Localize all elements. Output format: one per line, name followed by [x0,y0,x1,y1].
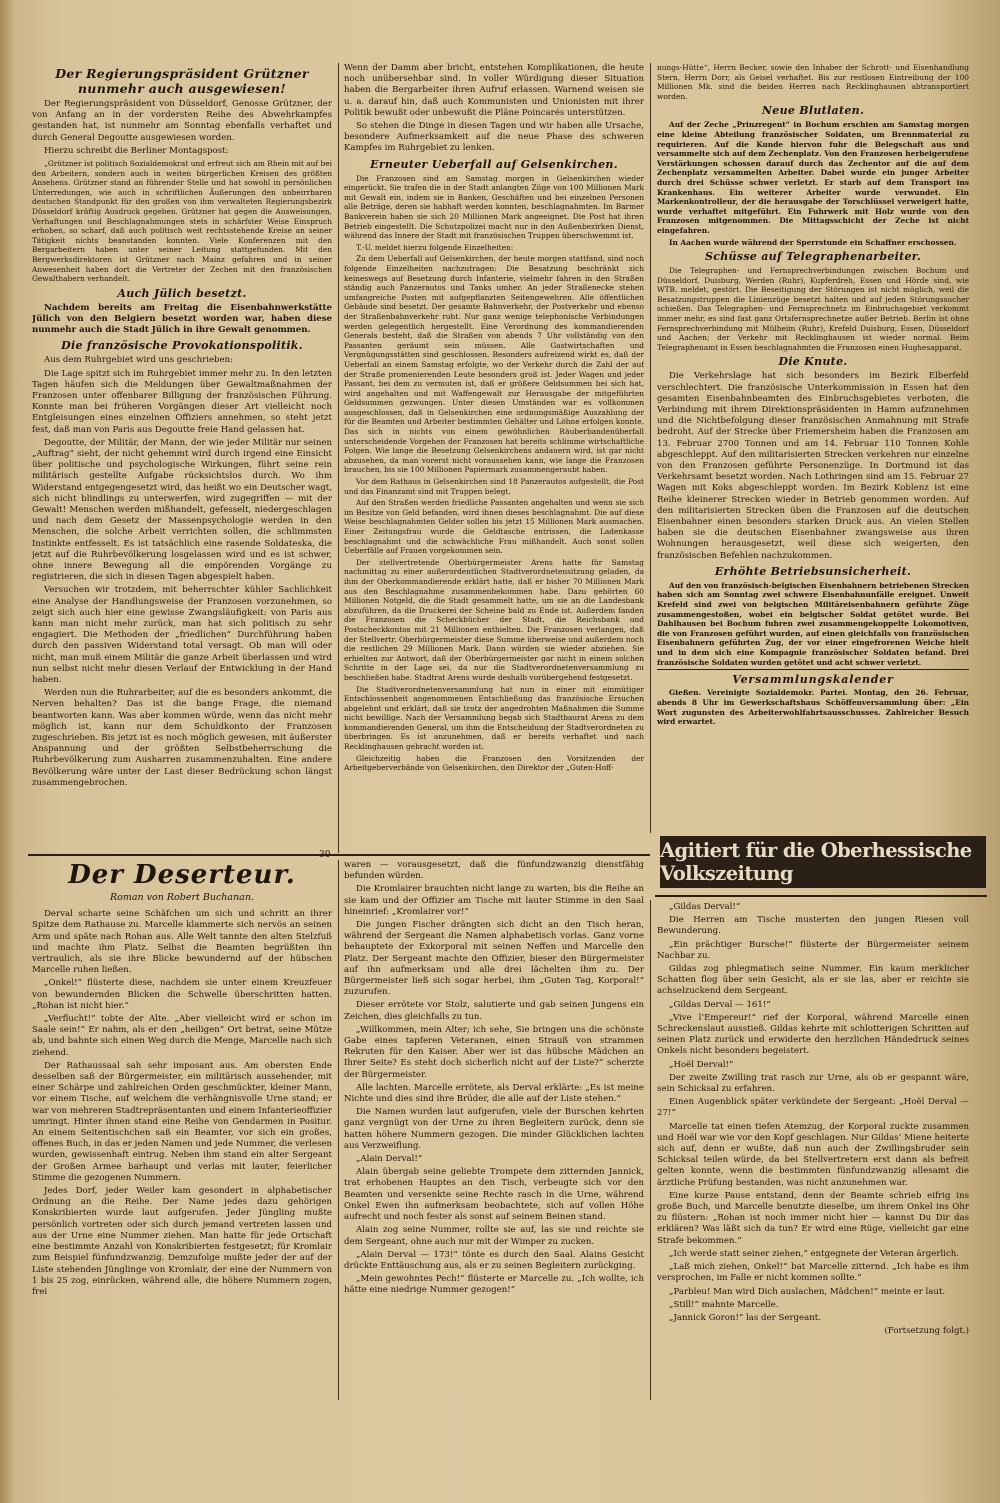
paragraph: Dieser errötete vor Stolz, salutierte und gab seinen Jungens ein Zeichen, dies gleichfalls zu tun. [344,1000,644,1022]
headline-provokation: Die französische Provokationspolitik. [61,339,303,353]
paragraph: Zu dem Ueberfall auf Gelsenkirchen, der heute morgen stattfand, sind noch folgende Einzelheiten nachzutragen: Die Besatzung beschränkt sich keineswegs auf Besetzung durch Infanterie, vielmehr fahren in den Straßen ständig auch Panzerautos und Tanks umher. An jeder Straßenecke stehen umfangreiche Posten mit aufgepflanzten Seitengewehren. Alle öffentlichen Gebäude sind besetzt. Der gesamte Bahnverkehr, der Postverkehr und ebenso der Straßenbahnverkehr ruht. Nur ganz wenige telephonische Verbindungen werden gelegentlich hergestellt. Eine Verordnung des kommandierenden Generals besteht, daß die Straßen von abends 7 Uhr vollständig von den Passanten geräumt sein müssen. Alle Gastwirtschaften und Vergnügungsstätten sind geschlossen. Besonders aufreizend wirkt es, daß der Ueberfall an einem Samstag erfolgte, wo der Verkehr durch die Zahl der auf der Straße promenierenden Leute besonders groß ist. Jeder Wagen und jeder Passant, bei dem zu vermuten ist, daß er größere Geldsummen bei sich hat, wird angehalten und mit Waffengewalt zur Herausgabe der mitgeführten Geldsummen gezwungen. Unter diesen Umständen war es vollkommen ausgeschlossen, daß in Gelsenkirchen eine ordnungsmäßige Auszahlung der für die Beamten und Arbeiter bestimmten Gehälter und Löhne erfolgen konnte. Das sich in nichts von einem gewöhnlichen Räuberbandenüberfall unterscheidende Vorgehen der Franzosen hat bereits schlimme wirtschaftliche Folgen. Wie lange die Besetzung Gelsenkirchens andauern wird, ist gar nicht abzusehen, da man vorerst nicht voraussehen kann, wie lange die Franzosen brauchen, bis sie 100 Millionen Papiermark zusammengeraubt haben. [344,254,644,475]
installment-number: 30 [319,850,331,860]
paragraph: „Ich werde statt seiner ziehen,“ entgegnete der Veteran ärgerlich. [669,1248,960,1259]
paragraph: Derval scharte seine Schäfchen um sich und schritt an ihrer Spitze dem Rathause zu. Marcelle klammerte sich nervös an seinen Arm und späte nach Rohan aus. Alle Welt tannte den alten Stelzfuß und machte ihm Platz. Selbst die Beamten begrüßten ihn vertraulich, als sie ihre Blicke bewundernd auf der hübschen Marcelle ruhen ließen. [32,909,332,976]
paragraph: Auf den Straßen werden friedliche Passanten angehalten und wenn sie sich im Besitze von Geld befanden, wird ihnen dieses beschlagnahmt. Die auf diese Weise beschlagnahmten Gelder sollen bis jetzt 15 Millionen Mark ausmachen. Einer Zeitungsfrau wurde die Geldtasche entrissen, die Ladenkasse beschlagnahmt und die schwächliche Frau mißhandelt. Auch sonst sollen Ueberfälle auf Frauen vorgekommen sein. [344,498,644,556]
continuation-note: (Fortsetzung folgt.) [884,1326,969,1337]
paragraph: Alain übergab seine geliebte Trompete dem zitternden Jannick, trat erhobenen Hauptes an den Tisch, verbeugte sich vor den Beamten und versenkte seine Rechte rasch in die Urne, während Onkel Ewen ihn aufmerksam beobachtete, sich auf vollen Höhe aufrecht und noch fester als sonst auf seinem Beinen stand. [344,1167,644,1223]
paragraph: Die jungen Fischer drängten sich dicht an den Tisch heran, während der Sergeant die Namen alphabetisch vorlas. Ganz vorne behauptete der Exkorporal mit seinen Neffen und Marcelle den Platz. Der Sergeant machte den Offizier, bieser den Bürgermeister auf ihn aufmerksam und alle drei lächelten ihm zu. Der Bürgermeister ließ sich sogar herbei, ihm „Guten Tag, Korporal!“ zuzurufen. [344,920,644,998]
paragraph: Die Namen wurden laut aufgerufen, viele der Burschen kehrten ganz vergnügt von der Urne zu ihren Begleitern zurück, denn sie hatten höhere Nummern gezogen. Die minder Glücklichen lachten aus Verzweiflung. [344,1107,644,1151]
headline-blutlaten: Neue Blutlaten. [761,104,865,118]
paragraph: „Alain Derval — 173!“ tönte es durch den Saal. Alains Gesicht drückte Enttäuschung aus, als er zu seinen Begleitern zurückging. [344,1249,644,1271]
paragraph: „Hoël Derval!“ [669,1059,734,1070]
headline-telegraphen: Schüsse auf Telegraphenarbeiter. [704,250,922,264]
paragraph-quote: „Grützner ist politisch Sozialdemokrat und erfreut sich am Rhein mit auf bei den Arbeitern, sondern auch in weiten bürgerlichen Kreisen des größten Ansehens. Grützner stand an führender Stelle und hat sowohl in persönlichen Unterredungen, wie auch in schriftlichen Äußerungen den unbeirrbaren deutschen Standpunkt für den großen von ihm verwalteten Regierungsbezirk Düsseldorf kräftig Ausdruck gegeben. Grützner hat gegen die Ausweisungen, Verhaftungen und Beschlagnahmungen stets in schärfster Weise Einspruch erhoben, so scharf, daß auch politisch weit rechtsstehende Kreise an seiner Tätigkeit nichts beanstanden konnten. Viele Konferenzen mit den Bergarbeitern haben unter seiner Leitung stattgefunden. Mit den Bergwerksdirektoren ist Grützner nach Mainz gefahren und in seiner Anwesenheit haben dort die Vertreter der Zechen mit den französischen Gewalthabern verhandelt. [32,159,332,284]
headline-gruetzner: Der Regierungspräsident Grützner nunmehr auch ausgewiesen! [55,66,309,96]
paragraph: Die Lage spitzt sich im Ruhrgebiet immer mehr zu. In den letzten Tagen häufen sich die Meldungen über Gewaltmaßnahmen der Franzosen unter offenbarer Billigung der französischen Führung. Konnte man bei früheren Vorgängen dieser Art vielleicht noch Entgleisungen eines einzelnen Offiziers annehmen, so steht jetzt fest, daß man von Paris aus Degoutte freie Hand gelassen hat. [32,368,332,435]
agitation-banner: Agitiert für die Oberhessische Volkszeitung [660,836,986,888]
calendar-entry: Gießen. Vereinigte Sozialdemokr. Partei. Montag, den 26. Februar, abends 8 Uhr im Gewerkschaftshaus Schöffenversammlung über: „Ein Wort zugunsten des Arbeiterwohlfahrtsausschusses. Zahlreicher Besuch wird erwartet. [657,688,969,727]
paragraph: Eine kurze Pause entstand, denn der Beamte schrieb eifrig ins große Buch, und Marcelle benutzte dieselbe, um ihrem Onkel ins Ohr zu flüstern: „Rohan ist noch immer nicht hier — kannst Du Dir das erklären? Was läßt sich da tun? Er wird eine Rüge, vielleicht gar eine Strafe bekommen.“ [657,1190,969,1246]
paragraph: Marcelle tat einen tiefen Atemzug, der Korporal zuckte zusammen und Hoël war wie vor den Kopf geschlagen. Nur Gildas’ Miene heiterte sich auf, denn er wußte, daß nun auch der Zwillingsbruder sein Schicksal teilen würde, da bei Stellvertretern erst dann als befreit gelten konnte, wenn die bestimmten fünfundzwanzig allesamt die ärztliche Prüfung bestanden, was nicht anzunehmen war. [657,1121,969,1188]
serial-column-1 [32,860,332,1400]
paragraph: Gildas zog phlegmatisch seine Nummer. Ein kaum merklicher Schatten flog über sein Gesicht, als er sie las, aber er reichte sie achselzuckend dem Sergeant. [657,964,969,997]
column-rule [650,900,651,1400]
serial-author: Roman von Robert Buchanan. [110,892,254,903]
paragraph: Jedes Dorf, jeder Weiler kam gesondert in alphabetischer Ordnung an die Reihe. Der Name jedes dazu gehörigen Konskribierten wurde laut aufgerufen. Jeder Jüngling mußte persönlich vortreten oder sich durch jemand vertreten lassen und aus der Urne eine Nummer ziehen. Man hatte für jede Ortschaft eine bestimmte Anzahl von Konskribierten festgesetzt; für Kromlair zum Beispiel fünfundzwanzig. Demzufolge mußte jeder der auf der Liste stehenden Jünglinge von Kromlair, der eine der Nummern von 1 bis 25 zog, einrücken, während alle, die höhere Nummern zogen, frei [32,1186,332,1297]
paragraph: „Parbleu! Man wird Dich auslachen, Mädchen!“ meinte er laut. [669,1286,946,1297]
column-3 [657,63,969,828]
paragraph: Alain zog seine Nummer, rollte sie auf, las sie und reichte sie dem Sergeant, ohne auch nur mit der Wimper zu zucken. [344,1225,644,1247]
paragraph: „Alain Derval!“ [356,1154,423,1165]
serial-column-3 [657,902,969,1400]
paragraph: „Laß mich ziehen, Onkel!“ bat Marcelle zitternd. „Ich habe es ihm versprochen, im Falle er nicht kommen sollte.“ [657,1262,969,1284]
column-2 [344,63,644,851]
paragraph: „Onkel!“ flüsterte diese, nachdem sie unter einem Kreuzfeuer von bewundernden Blicken die Schwelle überschritten hatten. „Rohan ist nicht hier.“ [32,978,332,1011]
paragraph: waren — vorausgesetzt, daß die fünfundzwanzig dienstfähig befunden würden. [344,860,644,882]
paragraph: Aus dem Ruhrgebiet wird uns geschrieben: [44,355,234,366]
headline-knute: Die Knute. [778,355,848,369]
paragraph: Die Telegraphen- und Fernsprechverbindungen zwischen Bochum und Düsseldorf, Duisburg, Werden (Ruhr), Kupferdreh, Essen und Hörde sind, wie WTB. meldet, gestört. Die Beseitigung der Störungen ist nicht möglich, weil die Besatzungstruppen die Linienzüge besetzt halten und auf jeden Störungssucher schießen. Das Telegraphen- und Fernsprechnetz im Einbruchsgebiet verkommt immer mehr, es sind fast ganz Ortsfernsprechnetze außer Betrieb. Berlin ist ohne Fernsprechverbindung mit Mülheim (Ruhr), Krefeld Duisburg, Essen, Düsseldorf und Aachen; der Verkehr mit Recklinghausen ist wieder normal. Beim Telegraphenamt in Essen beschlagnahmten die Franzosen einen Hughesapparat. [657,266,969,352]
paragraph: „Jannick Goron!“ las der Sergeant. [669,1312,821,1323]
column-1 [32,63,332,851]
paragraph: „Mein gewohntes Pech!“ flüsterte er Marcelle zu. „Ich wollte, ich hätte eine niedrige Nummer gezogen!“ [344,1274,644,1296]
paragraph: nungs-Hütte“, Herrn Becker, sowie den Inhaber der Schrott- und Eisenhandlung Stern, Herrn Dorr, als Geisel verhaftet. Bis zur restlosen Eintreibung der 100 Millionen Mk. sind die beiden Herren nach Recklinghausen abtransportiert worden. [657,63,969,101]
paragraph: „Willkommen, mein Alter; ich sehe, Sie bringen uns die schönste Gabe eines tapferen Veteranen, einen Strauß von strammen Rekruten für den Kaiser. Aber wer ist das hübsche Mädchen an Ihrer Seite? Es steht doch sicherlich nicht auf der Liste?“ scherzte der Bürgermeister. [344,1024,644,1080]
paragraph: Die Stadtverordnetenversammlung hat nun in einer mit einmütiger Entschlossenheit angenommenen Entschließung das französische Ersuchen abgelehnt und erklärt, daß sie trotz der angedrohten Maßnahmen die Summe nicht bewillige. Nach der Versammlung begab sich Stadtbaurat Arens zu dem kommandierenden General, um ihm die Entscheidung der Stadtverordneten zu überbringen. Es ist anzunehmen, daß er bereits verhaftet und nach Recklinghausen gebracht worden ist. [344,684,644,752]
paragraph: Wenn der Damm aber bricht, entstehen Komplikationen, die heute noch unübersehbar sind. In voller Würdigung dieser Situation haben die Bergarbeiter ihren Aufruf erlassen. Warnend weisen sie u. a. darauf hin, daß auch Kommunisten und Unionisten mit ihrer Politik bewußt oder unbewußt die Pläne Poincarés unterstützen. [344,63,644,118]
column-rule [338,63,339,853]
paragraph: Versuchen wir trotzdem, mit beherrschter kühler Sachlichkeit eine Analyse der Handlungsweise der Franzosen vorzunehmen, so zeigt sich auch hier eine gewisse Zwangsläufigkeit: von Paris aus kann man nicht mehr zurück, man hat sich politisch zu sehr engagiert. Die Methoden der „friedlichen“ Durchführung haben durch den passiven Widerstand total versagt. Ob man will oder nicht, man muß einem Militär die ganze Arbeit überlassen und wird nun selbst nicht mehr diesen Verlauf der Entwicklung in der Hand haben. [32,585,332,686]
paragraph: Nachdem bereits am Freitag die Eisenbahnwerkstätte Jülich von den Belgiern besetzt worden war, haben diese nunmehr auch die Stadt Jülich in ihre Gewalt genommen. [32,302,332,336]
paragraph: „Verflucht!“ tobte der Alte. „Aber vielleicht wird er schon im Saale sein!“ Er nahm, als er den „heiligen“ Ort betrat, seine Mütze ab, und bahnte sich einen Weg durch die Menge, Marcelle nach sich ziehend. [32,1014,332,1058]
paragraph: In Aachen wurde während der Sperrstunde ein Schaffner erschossen. [669,237,957,247]
paragraph: „Still!“ mahnte Marcelle. [669,1299,779,1310]
headline-betriebsunsicherheit: Erhöhte Betriebsunsicherheit. [714,564,912,578]
paragraph: Gleichzeitig haben die Franzosen den Vorsitzenden der Arbeitgeberverbände von Gelsenkirchen, den Direktor der „Guten-Hoff- [344,753,644,773]
paragraph: Vor dem Rathaus in Gelsenkirchen sind 18 Panzerautos aufgestellt, die Post und das Finanzamt sind mit Truppen belegt. [344,477,644,496]
paragraph: T.-U. meldet hierzu folgende Einzelheiten: [356,242,514,252]
paragraph: Die Verkehrslage hat sich besonders im Bezirk Elberfeld verschlechtert. Die französische Unterkommission in Essen hat den gesamten Eisenbahnbeamten des Einbruchsgebietes verboten, die Verbindung mit ihrem Direktionspräsidenten in Hamm aufzunehmen und die Nichtbefolgung dieser französischen Anmahnung mit Strafe bedroht. Auf der Strecke über Friemersheim haben die Franzosen am 13. Februar 2700 Tonnen und am 14. Februar 110 Tonnen Kohle abgeschleppt. Auf den militarisierten Strecken verkehren nur einzelne von den Franzosen geführte Personenzüge. In Dortmund ist das Verkehrsamt besetzt worden. Nach Lothringen sind am 15. Februar 27 Wagen mit Koks abgeschleppt worden. Im Bezirk Koblenz ist eine Reihe kleinerer Strecken wieder in Betrieb genommen worden. Auf den militarisierten Strecken üben die Franzosen auf die deutschen Eisenbahner einen besonders starken Druck aus. An vielen Stellen haben sie die deutschen Eisenbahner zwangsweise aus ihren Wohnungen herausgesetzt, weil diese sich weigerten, den französischen Befehlen nachzukommen. [657,371,969,561]
paragraph: „Vive l’Empereur!“ rief der Korporal, während Marcelle einen Schreckenslaut ausstieß. Gildas kehrte mit schlotterigen Schritten auf seinen Platz zurück und erwiderte den herzlichen Händedruck seines Onkels nicht besonders begeistert. [657,1012,969,1057]
page-edge [0,0,14,1503]
section-rule [655,895,987,897]
headline-gelsenkirchen: Erneuter Ueberfall auf Gelsenkirchen. [370,157,618,171]
column-rule [650,63,651,833]
section-rule [28,854,650,856]
paragraph: Der zweite Zwilling trat rasch zur Urne, als ob er gespannt wäre, sein Schicksal zu erfahren. [657,1072,969,1095]
paragraph: Einen Augenblick später verkündete der Sergeant: „Hoël Derval — 27!“ [657,1097,969,1119]
paragraph: „Gildas Derval — 161!“ [669,999,771,1010]
paragraph: Der Rathaussaal sah sehr imposant aus. Am obersten Ende desselben saß der Bürgermeister, ein militärisch aussehender, mit einer Schärpe und zahlreichen Orden geschmückter, kleiner Mann, vor einem Tische, auf welchem die verhängnisvolle Urne stand; er war von mehreren Stadtrepräsentanten und einem Infanterieoffizier umringt. Hinter ihnen stand eine Reihe von Gendarmen in Positur. An einem Seitentischchen saß ein Beamter, vor sich ein großes, offenes Buch, in das er jeden Namen und jede Nummer, die verlesen wurden, gewissenhaft eintrug. Neben ihm stand ein alter Sergeant der Großen Armee barhaupt und verlas mit lauter, feierlicher Stimme die gezogenen Nummern. [32,1060,332,1183]
paragraph: „Ein prächtiger Bursche!“ flüsterte der Bürgermeister seinem Nachbar zu. [657,939,969,961]
paragraph: Die Herren am Tische musterten den jungen Riesen voll Bewunderung. [657,915,969,937]
headline-juelich: Auch Jülich besetzt. [117,286,247,300]
paragraph: Hierzu schreibt die Berliner Montagspost: [44,145,229,156]
paragraph: Werden nun die Ruhrarbeiter, auf die es besonders ankommt, die Nerven behalten? Das ist die bange Frage, die niemand beantworten kann. Was aber kommen würde, wenn das nicht mehr möglich ist, kann nur dem Schuldkonto der Franzosen zugeschrieben. Bis jetzt ist es noch möglich gewesen, mit äußerster Anspannung und der größten Selbstbeherrschung die Ruhrbevölkerung zum Ausharren zusammenzuhalten. Eine andere Bevölkerung wäre unter der Last dieser Bedrückung schon längst zusammengebrochen. [32,688,332,788]
serial-title: Der Deserteur. [68,860,296,890]
serial-column-2 [344,860,644,1400]
paragraph: Degoutte, der Militär, der Mann, der wie jeder Militär nur seinen „Auftrag“ sieht, der nicht gehemmt wird durch irgend eine Einsicht über politische und psychologische Wirkungen, führt seine rein militärisch gestellte Aufgabe rücksichtslos durch. Wo ihm Widerstand entgegengesetzt wird, das heißt wo ein Deutscher wagt, sich nicht blindlings zu unterwerfen, wird zugegriffen — mit der Gewalt! Menschen werden mißhandelt, gefesselt, niedergeschlagen und nach dem Gesetz der Massenpsychologie werden in den Menschen, die solche Arbeit verrichten sollen, die schlimmsten Instinkte entfesselt. Es ist tatsächlich eine rasende Soldateska, die jetzt auf die Ruhrbevölkerung losgelassen wird und es ist schwer, ohne innere Bewegung all die empörenden Vorgänge zu registrieren, die sich in diesen Tagen abgespielt haben. [32,437,332,583]
paragraph: Der Regierungspräsident von Düsseldorf, Genosse Grützner, der von Anfang an in der vordersten Reihe des Abwehrkampfes gestanden hat, ist nunmehr am Sonntag ebenfalls verhaftet und durch General Degoutte ausgewiesen worden. [32,99,332,143]
column-rule [338,860,339,1400]
calendar-heading: Versammlungskalender [732,673,894,687]
paragraph: Auf der Zeche „Prinzregent“ in Bochum erschien am Samstag morgen eine kleine Abteilung französischer Soldaten, um Brennmaterial zu requirieren. Auf die Kunde hiervon fuhr die Belegschaft aus und versammelte sich auf dem Zechenplatz. Von den Franzosen herbeigerufene Verstärkungen schossen darauf durch das Zechentor auf die auf dem Zechenplatz versammelten Arbeiter. Dabei wurde ein junger Arbeiter durch drei Schüsse schwer verletzt. Er starb auf dem Transport ins Krankenhaus. Ein weiterer Arbeiter wurde verwundet. Ein Markenkontrolleur, der die herausgabe der Torschlüssel verweigert hatte, wurde verhaftet mitgeführt. Ein Fuhrwerk mit Holz wurde von den Franzosen mitgenommen. Die Mittagsschicht der Zeche ist nicht eingefahren. [657,120,969,235]
paragraph: Die Franzosen sind am Samstag morgen in Gelsenkirchen wieder eingerückt. Sie trafen die in der Stadt anlangten Züge von 100 Millionen Mark mit Gewalt ein, indem sie in Banken, Geschäften und bei einzelnen Personen alle Beträge, deren sie habhaft werden konnten, beschlagnahmten. Im Barmer Bankverein haben sie sich 20 Millionen Mark angeeignet. Die Post hat ihren Betrieb eingestellt. Die Schutzpolizei macht nur in den Außenbezirken Dienst, während das Innere der Stadt mit französischen Truppen überschwemmt ist. [344,173,644,241]
paragraph: Alle lachten. Marcelle errötete, als Derval erklärte: „Es ist meine Nichte und dies sind ihre Brüder, die alle auf der Liste stehen.“ [344,1082,644,1105]
paragraph: Der stellvertretende Oberbürgermeister Arens hatte für Samstag nachmittag zu einer außerordentlichen Stadtverordnetensitzung geladen, da ihm der Oberkommandierende erklärt hatte, daß er bisher 70 Millionen Mark aus den Beschlagnahme zusammenbekommen habe. Dazu gehörten 60 Millionen Notgeld, die die Stadt gesammelt hatte, um sie an die Landesbank abzuführen, da die Druckerei der Scheine bald zu Ende ist. Außerdem fanden die Franzosen die Scheckbücher der Stadt, die Reichsbank und Postscheckkontos mit 21 Millionen enthielten. Die Franzosen verlangen, daß der Stellvertr. Oberbürgermeister diese Summe überweise und außerdem noch die restlichen 29 Millionen Mark. Dann würden sie wieder abziehen. Sie erhielten zur Antwort, daß der Oberbürgermeister gar nicht in einem solchen Schritte in der Lage sei, da nur die Stadtverordnetenversammlung zu beschließen habe. Stadtrat Arens wurde deshalb vorübergehend festgesetzt. [344,557,644,682]
paragraph: „Gildas Derval!“ [669,902,741,912]
paragraph: Die Kromlairer brauchten nicht lange zu warten, bis die Reihe an sie kam und der Offizier am Tische mit lauter Stimme in den Saal hineinrief: „Kromlairer vor!“ [344,884,644,917]
paragraph: So stehen die Dinge in diesen Tagen und wir haben alle Ursache, besondere Aufmerksamkeit auf die neue Phase des schweren Kampfes im Ruhrgebiet zu lenken. [344,121,644,154]
paragraph: Auf den von französisch-belgischen Eisenbahnern betriebenen Strecken haben sich am Sonntag zwei schwere Eisenbahnunfälle ereignet. Unweit Krefeld sind zwei von belgischen Militäreisenbahnern geführte Züge zusammengestoßen, wobei ein belgischer Soldat getötet wurde. Bei Dahlhausen bei Bochum fuhren zwei zusammengekoppelte Lokomotiven, die von Franzosen geführt wurden, auf einen gleichfalls von französischen Eisenbahnern geführten Zug, der vor einer eingefrorenen Weiche hielt und in dem sich eine Kompagnie französischer Soldaten befand. Drei französische Soldaten wurden getötet und acht schwer verletzt. [657,580,969,667]
divider [657,669,969,670]
